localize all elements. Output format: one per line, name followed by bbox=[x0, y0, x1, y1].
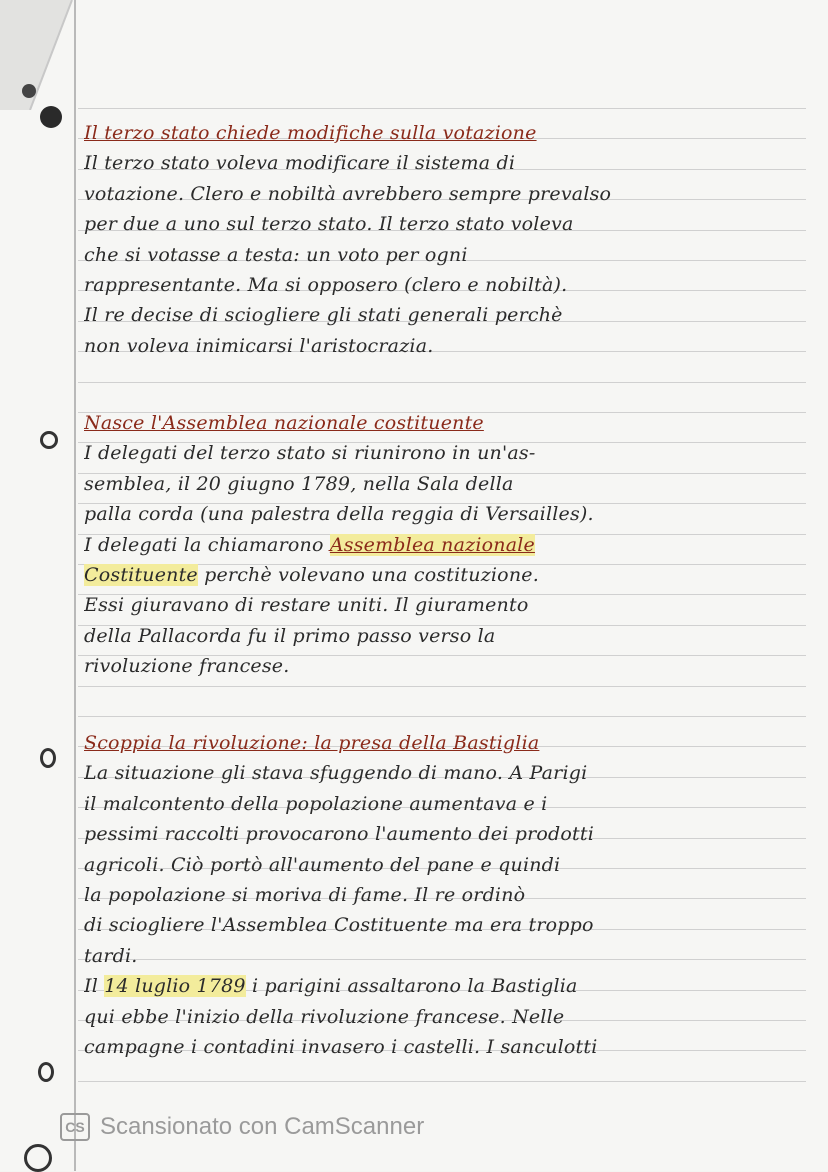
text-fragment: I delegati la chiamarono bbox=[84, 533, 330, 556]
ruled-line bbox=[78, 716, 806, 717]
ruled-line bbox=[78, 382, 806, 383]
binder-hole bbox=[40, 748, 56, 768]
camscanner-watermark bbox=[60, 1110, 424, 1144]
section-voting bbox=[84, 118, 804, 361]
text-line bbox=[84, 971, 804, 1001]
ruled-line bbox=[78, 108, 806, 109]
text-line: rappresentante. Ma si opposero (clero e nobiltà). bbox=[84, 273, 568, 296]
text-line: per due a uno sul terzo stato. Il terzo stato voleva bbox=[84, 213, 574, 236]
text-line: rivoluzione francese. bbox=[84, 655, 290, 678]
text-line: non voleva inimicarsi l'aristocrazia. bbox=[84, 334, 434, 357]
ruled-line bbox=[78, 686, 806, 687]
text-line: Essi giuravano di restare uniti. Il giuramento bbox=[84, 594, 529, 617]
text-line: palla corda (una palestra della reggia di Versailles). bbox=[84, 503, 594, 526]
text-line: Il terzo stato voleva modificare il sistema di bbox=[84, 152, 516, 175]
watermark-text: Scansionato con CamScanner bbox=[100, 1113, 425, 1140]
text-line: semblea, il 20 giugno 1789, nella Sala della bbox=[84, 472, 514, 495]
text-line: che si votasse a testa: un voto per ogni bbox=[84, 243, 468, 266]
section-assembly bbox=[84, 408, 804, 682]
highlight-costituente: Costituente bbox=[84, 563, 198, 586]
text-line: agricoli. Ciò portò all'aumento del pane e quindi bbox=[84, 853, 561, 876]
section-title: Il terzo stato chiede modifiche sulla votazione bbox=[84, 122, 537, 144]
text-fragment: perchè volevano una costituzione. bbox=[197, 563, 539, 586]
section-title: Nasce l'Assemblea nazionale costituente bbox=[84, 412, 484, 434]
text-line: di sciogliere l'Assemblea Costituente ma era troppo bbox=[84, 914, 594, 937]
binder-hole bbox=[38, 1062, 54, 1082]
section-bastille bbox=[84, 728, 804, 1062]
text-line: campagne i contadini invasero i castelli. I sanculotti bbox=[84, 1035, 598, 1058]
text-line: della Pallacorda fu il primo passo verso la bbox=[84, 624, 496, 647]
page-corner-fold bbox=[0, 0, 80, 110]
binder-hole bbox=[22, 84, 36, 98]
text-line: votazione. Clero e nobiltà avrebbero sempre prevalso bbox=[84, 182, 612, 205]
text-line bbox=[84, 530, 804, 560]
binder-hole bbox=[24, 1144, 52, 1172]
highlight-date: 14 luglio 1789 bbox=[104, 975, 246, 998]
text-fragment: i parigini assaltarono la Bastiglia bbox=[245, 975, 578, 998]
binder-hole bbox=[40, 106, 62, 128]
text-line: I delegati del terzo stato si riunirono in un'as- bbox=[84, 442, 536, 465]
text-line: il malcontento della popolazione aumentava e i bbox=[84, 792, 548, 815]
text-line: tardi. bbox=[84, 944, 138, 967]
cs-icon: CS bbox=[60, 1113, 90, 1141]
text-line: Il re decise di sciogliere gli stati generali perchè bbox=[84, 304, 563, 327]
ruled-line bbox=[78, 1081, 806, 1082]
section-title: Scoppia la rivoluzione: la presa della Bastiglia bbox=[84, 732, 540, 754]
text-fragment: Il bbox=[84, 975, 105, 998]
margin-line bbox=[74, 0, 76, 1171]
text-line: qui ebbe l'inizio della rivoluzione francese. Nelle bbox=[84, 1005, 565, 1028]
text-line bbox=[84, 560, 804, 590]
binder-hole bbox=[40, 431, 58, 449]
highlight-assemblea: Assemblea nazionale bbox=[329, 533, 535, 556]
text-line: La situazione gli stava sfuggendo di mano. A Parigi bbox=[84, 762, 588, 785]
text-line: pessimi raccolti provocarono l'aumento dei prodotti bbox=[84, 823, 594, 846]
text-line: la popolazione si moriva di fame. Il re ordinò bbox=[84, 883, 526, 906]
